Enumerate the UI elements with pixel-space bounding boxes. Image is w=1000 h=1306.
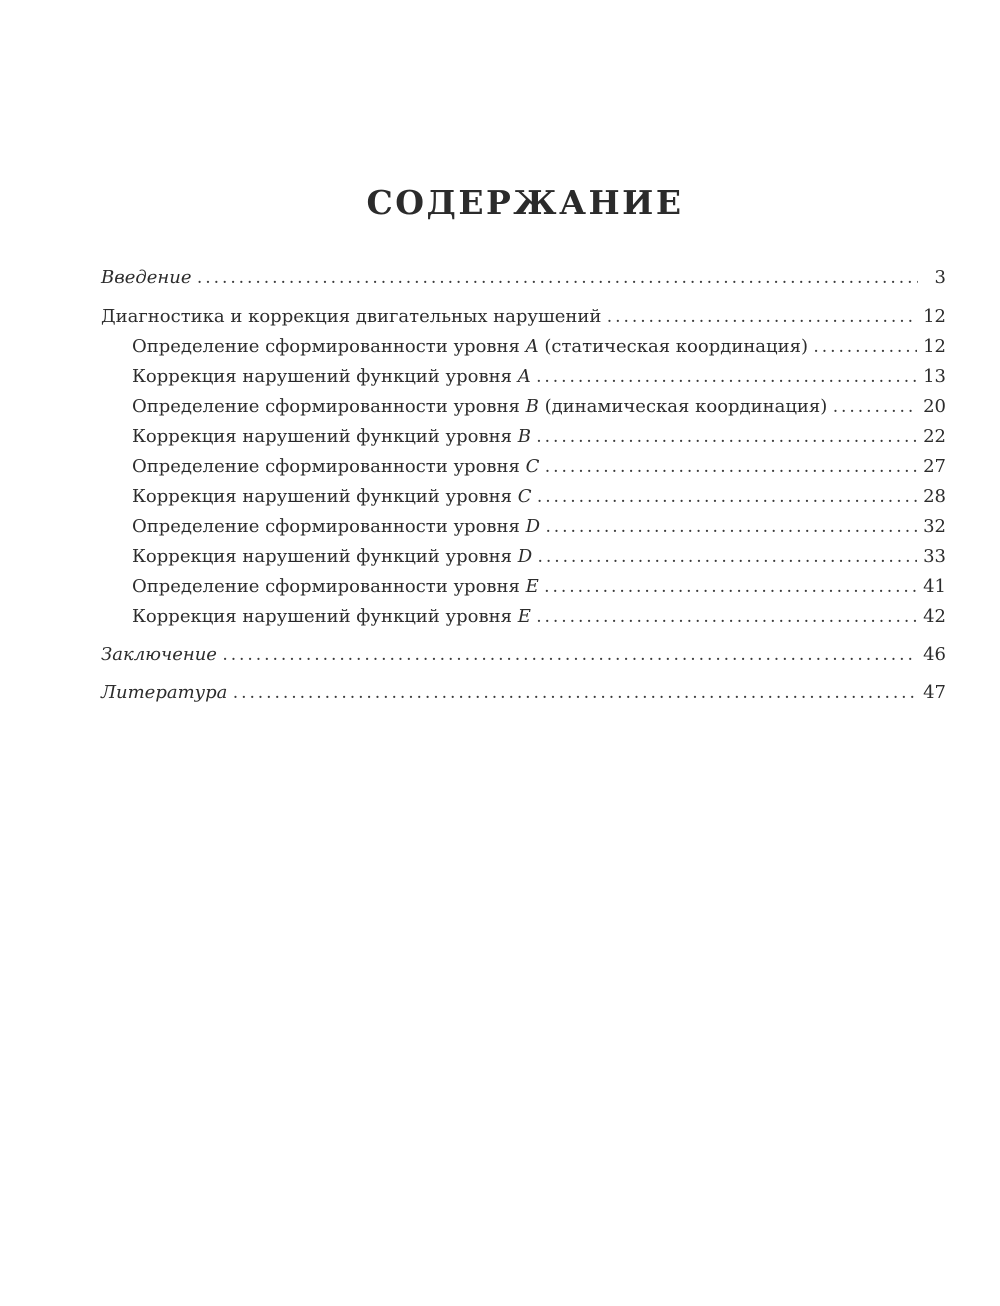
level-letter: C	[525, 456, 540, 477]
toc-entry-label	[132, 605, 531, 629]
toc-page-number: 42	[923, 606, 946, 627]
toc-entry-title: Определение сформированности уровня	[132, 396, 526, 417]
dot-leader	[537, 425, 917, 450]
toc-entry-title: Заключение	[101, 644, 217, 665]
dot-leader	[198, 266, 918, 291]
dot-leader	[537, 365, 917, 390]
toc-entry-title: Определение сформированности уровня	[132, 516, 526, 537]
toc-page-number: 12	[923, 336, 946, 357]
toc-entry-label	[132, 515, 540, 539]
dot-leader	[537, 605, 917, 630]
toc-entry-title: Определение сформированности уровня	[132, 456, 526, 477]
toc-entry[interactable]	[101, 681, 946, 706]
toc-entry-label	[132, 575, 539, 599]
toc-entry[interactable]	[132, 545, 946, 570]
toc-entry-title: Коррекция нарушений функций уровня	[132, 606, 518, 627]
toc-entry-title: Определение сформированности уровня	[132, 576, 526, 597]
dot-leader	[546, 515, 917, 540]
toc-page-number: 46	[923, 644, 946, 665]
dot-leader	[233, 681, 917, 706]
toc-entry-label	[101, 305, 601, 329]
toc-page-number: 13	[923, 366, 946, 387]
level-letter: D	[525, 516, 541, 537]
dot-leader	[537, 485, 917, 510]
toc-page-number: 33	[923, 546, 946, 567]
toc-entry[interactable]	[132, 605, 946, 630]
toc-entry-title: Диагностика и коррекция двигательных нарушений	[101, 306, 602, 327]
toc-entry-title: Коррекция нарушений функций уровня	[132, 426, 518, 447]
toc-entry-title: Коррекция нарушений функций уровня	[132, 366, 518, 387]
dot-leader	[538, 545, 917, 570]
toc-entry[interactable]	[132, 515, 946, 540]
toc-entry-label	[101, 266, 192, 290]
level-letter: A	[525, 336, 539, 357]
level-letter: E	[525, 576, 539, 597]
toc-entry[interactable]	[101, 643, 946, 668]
level-letter: A	[517, 366, 531, 387]
toc-page-number: 12	[923, 306, 946, 327]
toc-entry-title: Коррекция нарушений функций уровня	[132, 486, 518, 507]
dot-leader	[607, 305, 917, 330]
level-letter: C	[517, 486, 532, 507]
toc-entry[interactable]	[101, 266, 946, 291]
toc-entry[interactable]	[101, 305, 946, 330]
dot-leader	[545, 575, 917, 600]
level-letter: B	[525, 396, 539, 417]
toc-page-number: 20	[923, 396, 946, 417]
toc-entry-label	[132, 485, 531, 509]
toc-page-number: 32	[923, 516, 946, 537]
toc-entry-label	[132, 425, 531, 449]
toc-entry-title: Определение сформированности уровня	[132, 336, 526, 357]
dot-leader	[545, 455, 917, 480]
toc-page-number: 47	[923, 682, 946, 703]
toc-page-number: 28	[923, 486, 946, 507]
toc-page-number: 3	[934, 267, 946, 288]
toc-entry-title: Литература	[101, 682, 228, 703]
toc-entry[interactable]	[132, 395, 946, 420]
toc-entry-label	[101, 681, 227, 705]
toc-entry-label	[132, 395, 827, 419]
toc-entry[interactable]	[132, 335, 946, 360]
dot-leader	[833, 395, 917, 420]
toc-entry-label	[101, 643, 217, 667]
toc-page-number: 22	[923, 426, 946, 447]
toc-entry-subtitle: (статическая координация)	[538, 336, 808, 357]
toc-entry-title: Коррекция нарушений функций уровня	[132, 546, 518, 567]
toc-entry[interactable]	[132, 425, 946, 450]
toc-entry[interactable]	[132, 455, 946, 480]
level-letter: B	[517, 426, 531, 447]
level-letter: E	[517, 606, 531, 627]
page-title: СОДЕРЖАНИЕ	[366, 183, 684, 222]
level-letter: D	[517, 546, 533, 567]
toc-entry-label	[132, 545, 532, 569]
toc-entry[interactable]	[132, 365, 946, 390]
toc-page-number: 41	[923, 576, 946, 597]
toc-entry-title: Введение	[101, 267, 192, 288]
toc-entry-label	[132, 455, 539, 479]
toc-entry[interactable]	[132, 485, 946, 510]
dot-leader	[814, 335, 917, 360]
toc-entry-label	[132, 335, 808, 359]
toc-entry-subtitle: (динамическая координация)	[538, 396, 828, 417]
toc-page-number: 27	[923, 456, 946, 477]
dot-leader	[223, 643, 917, 668]
toc-entry[interactable]	[132, 575, 946, 600]
toc-entry-label	[132, 365, 531, 389]
